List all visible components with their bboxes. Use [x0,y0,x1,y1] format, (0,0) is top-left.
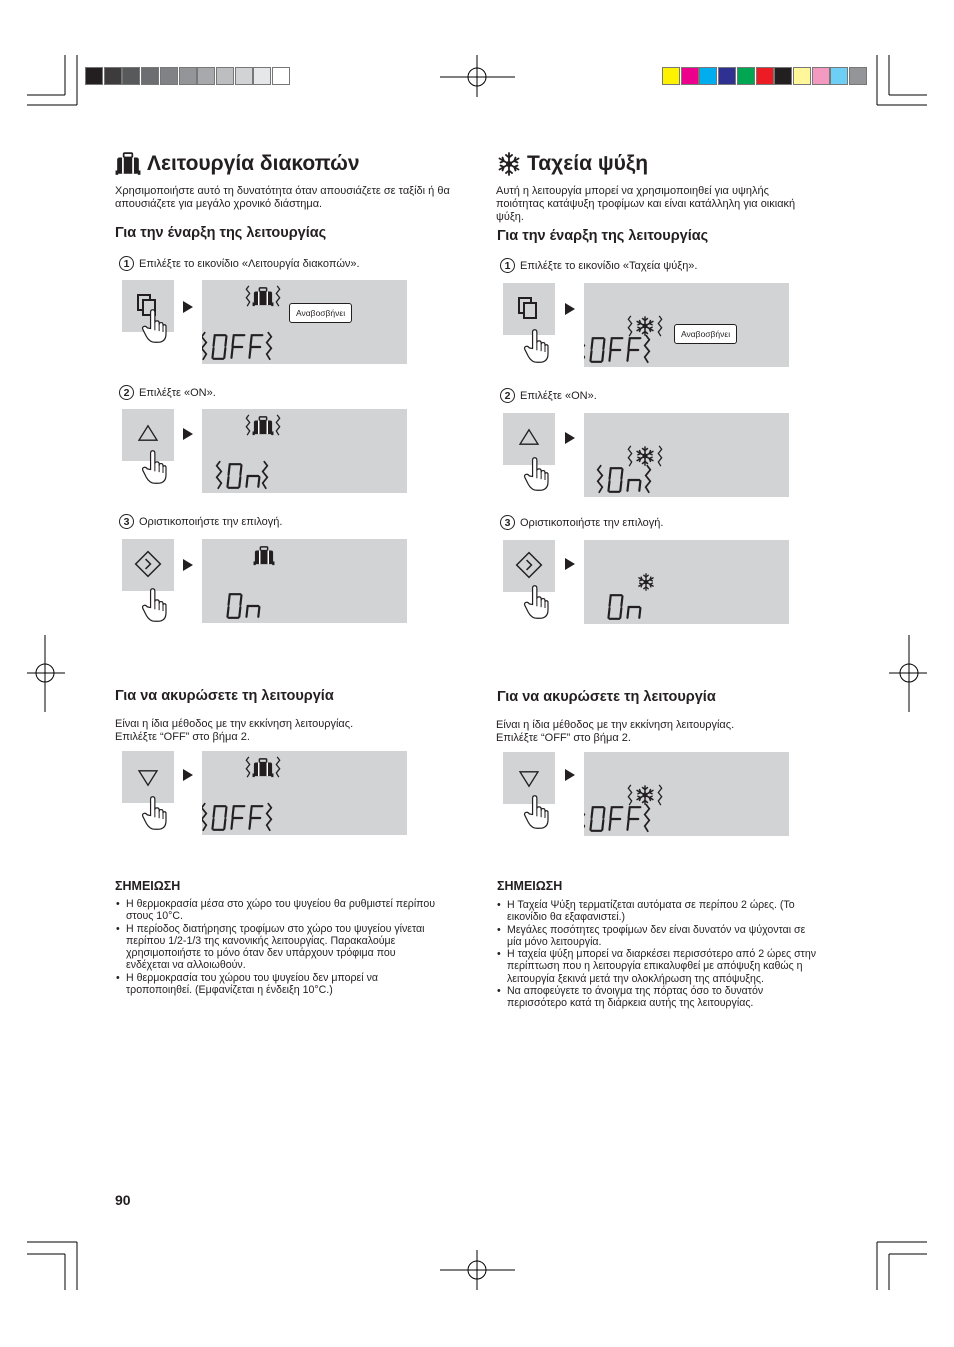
step-text: Επιλέξτε το εικονίδιο «Λειτουργία διακοπών». [139,257,360,270]
step-number: 2 [500,388,515,403]
fast-cool-step-3 [500,515,663,530]
color-swatch [756,67,774,85]
down-button[interactable] [503,752,555,804]
blink-callout: Αναβοσβήνει [289,303,352,323]
note-line: • Να αποφεύγετε το άνοιγμα της πόρτας όσο το δυνατόν [507,985,764,998]
step-arrow [565,769,575,781]
color-swatch [774,67,792,85]
step-arrow [183,559,193,571]
pointing-hand-icon [523,584,549,620]
fast-cool-notes-list [496,899,856,1010]
fast-cool-intro-1: Αυτή η λειτουργία μπορεί να χρησιμοποιηθεί για υψηλής [496,185,769,197]
note-line: • Η Ταχεία Ψύξη τερματίζεται αυτόματα σε περίπου 2 ώρες. (Το [507,899,795,911]
note-item [496,985,856,1010]
note-item [496,924,856,949]
step-text: Οριστικοποιήστε την επιλογή. [139,515,283,528]
seg-F-glyph [249,335,262,358]
snowflake-icon [497,152,521,176]
seg-F-glyph [231,335,244,358]
note-line: μία μόνο λειτουργία. [507,935,602,948]
gray-swatch [122,67,140,85]
note-line: • Η θερμοκρασία του χώρου του ψυγείου δεν μπορεί να [126,971,378,984]
color-swatch [812,67,830,85]
step-arrow [183,301,193,313]
pointing-hand-icon [141,795,167,831]
lcd-content [202,539,407,623]
pointing-hand-icon [523,456,549,492]
fast-cool-icon-select-button[interactable] [503,283,555,335]
note-line: ενδέχεται να αλλοιωθούν. [126,959,246,972]
fast-cool-cancel-text-1: Είναι η ίδια μέθοδος με την εκκίνηση λειτουργίας. [496,719,735,731]
step-arrow [565,558,575,570]
vacation-notes-list [115,898,470,996]
pointing-hand-icon [523,328,549,364]
vacation-notes-title: ΣΗΜΕΙΩΣΗ [115,879,181,893]
pointing-hand-icon [141,587,167,623]
gray-swatch [235,67,253,85]
color-swatch [662,67,680,85]
note-line: στους 10°C. [126,910,183,923]
up-triangle-icon [518,428,540,446]
fast-cool-step-2 [500,388,597,403]
note-line: • Η ταχεία ψύξη μπορεί να διαρκέσει περισσότερο από 2 ώρες στην [507,948,817,961]
vacation-cancel-heading: Για να ακυρώσετε τη λειτουργία [115,688,334,704]
gray-swatch [197,67,215,85]
vacation-display-step-2 [202,409,407,493]
down-button[interactable] [122,751,174,803]
confirm-button[interactable] [503,540,555,592]
vacation-step-2 [119,385,216,400]
color-swatch [793,67,811,85]
pointing-hand-icon [141,308,167,344]
note-line: περίπτωση που η λειτουργία επικαλυφθεί με απόψυξη καθώς η [507,960,803,973]
down-triangle-icon [137,769,159,787]
up-triangle-icon [137,424,159,442]
down-triangle-icon [518,770,540,788]
vacation-step-3 [119,514,282,529]
step-number: 1 [119,256,134,271]
gray-swatch [160,67,178,85]
note-line: τροποποιηθεί. (Εμφανίζεται η ένδειξη 10°C.) [126,984,333,997]
note-line: • Η θερμοκρασία μέσα στο χώρο του ψυγείου θα ρυθμιστεί περίπου [126,898,436,910]
fast-cool-cancel-heading: Για να ακυρώσετε τη λειτουργία [497,689,716,705]
note-item [115,972,470,997]
vacation-display-step-3 [202,539,407,623]
lcd-content [584,540,789,624]
fast-cool-intro-3: ψύξη. [496,211,524,223]
fast-cool-display-step-1 [584,283,789,367]
note-line: λειτουργία ξεκινά μετά την ολοκλήρωση της απόψυξης. [507,972,764,985]
gray-swatch [104,67,122,85]
color-swatch [830,67,848,85]
copy-icon [517,296,539,320]
fast-cool-start-heading: Για την έναρξη της λειτουργίας [497,228,709,244]
color-swatch [737,67,755,85]
confirm-diamond-icon [515,551,543,579]
seg-O-glyph [212,335,226,359]
fast-cool-display-step-2 [584,413,789,497]
vacation-cancel-text-2: Επιλέξτε “OFF” στο βήμα 2. [115,731,250,743]
lcd-content [202,409,407,493]
color-swatch [699,67,717,85]
fast-cool-display-step-3 [584,540,789,624]
step-arrow [565,432,575,444]
fast-cool-step-1 [500,258,697,273]
pointing-hand-icon [141,449,167,485]
gray-swatch [85,67,103,85]
gray-swatch [179,67,197,85]
note-line: περίπου 1/2-1/3 της κανονικής λειτουργίας. Παρακαλούμε [126,934,396,947]
fast-cool-title-text: Ταχεία ψύξη [527,152,649,175]
suitcase-icon [115,152,141,176]
blink-callout: Αναβοσβήνει [674,324,737,344]
lcd-content [202,751,407,835]
pointing-hand-icon [523,794,549,830]
vacation-display-step-1 [202,280,407,364]
step-text: Επιλέξτε το εικονίδιο «Ταχεία ψύξη». [520,259,698,272]
vacation-step-1 [119,256,360,271]
fast-cool-cancel-display [584,752,789,836]
color-swatch [681,67,699,85]
vacation-start-heading: Για την έναρξη της λειτουργίας [115,225,327,241]
note-item [115,898,470,923]
confirm-diamond-icon [134,550,162,578]
vacation-intro: Χρησιμοποιήστε αυτό τη δυνατότητα όταν απουσιάζετε σε ταξίδι ή θα απουσιάζετε για μεγάλο χρονικό διάστημα. [115,185,450,210]
fast-cool-cancel-text-2: Επιλέξτε “OFF” στο βήμα 2. [496,732,631,744]
color-swatch [849,67,867,85]
vacation-mode-title [115,152,360,176]
fast-cool-intro-2: ποιότητας κατάψυξη τροφίμων και είναι κατάλληλη για οικιακή [496,198,796,210]
up-button[interactable] [503,413,555,465]
up-button[interactable] [122,409,174,461]
step-text: Επιλέξτε «ON». [139,386,216,399]
vacation-cancel-text-1: Είναι η ίδια μέθοδος με την εκκίνηση λειτουργίας. [115,718,354,730]
step-arrow [183,769,193,781]
gray-swatch [141,67,159,85]
step-arrow [565,303,575,315]
color-swatch [718,67,736,85]
note-line: • Μεγάλες ποσότητες τροφίμων δεν είναι δυνατόν να ψύχονται σε [507,923,806,936]
vacation-icon-select-button[interactable] [122,280,174,332]
fast-cool-title [497,152,648,176]
gray-swatch [253,67,271,85]
note-item [115,923,470,972]
step-number: 2 [119,385,134,400]
step-number: 3 [119,514,134,529]
lcd-content [584,413,789,497]
gray-swatch [216,67,234,85]
note-line: χρησιμοποιήστε το μόνο όταν δεν υπάρχουν τρόφιμα που [126,947,396,960]
fast-cool-notes-title: ΣΗΜΕΙΩΣΗ [497,879,563,893]
vacation-mode-title-text: Λειτουργία διακοπών [147,152,360,175]
step-number: 1 [500,258,515,273]
note-line: • Η περίοδος διατήρησης τροφίμων στο χώρο του ψυγείου γίνεται [126,922,425,935]
confirm-button[interactable] [122,539,174,591]
note-line: εικονίδιο θα εξαφανιστεί.) [507,911,626,924]
gray-swatch [272,67,290,85]
note-item [496,899,856,924]
vacation-cancel-display [202,751,407,835]
step-arrow [183,428,193,440]
page-number: 90 [115,1192,131,1208]
step-text: Οριστικοποιήστε την επιλογή. [520,516,664,529]
note-line: περισσότερο κατά τη διάρκεια αυτής της λειτουργίας. [507,997,754,1010]
note-item [496,948,856,985]
step-text: Επιλέξτε «ON». [520,389,597,402]
lcd-content [584,752,789,836]
step-number: 3 [500,515,515,530]
